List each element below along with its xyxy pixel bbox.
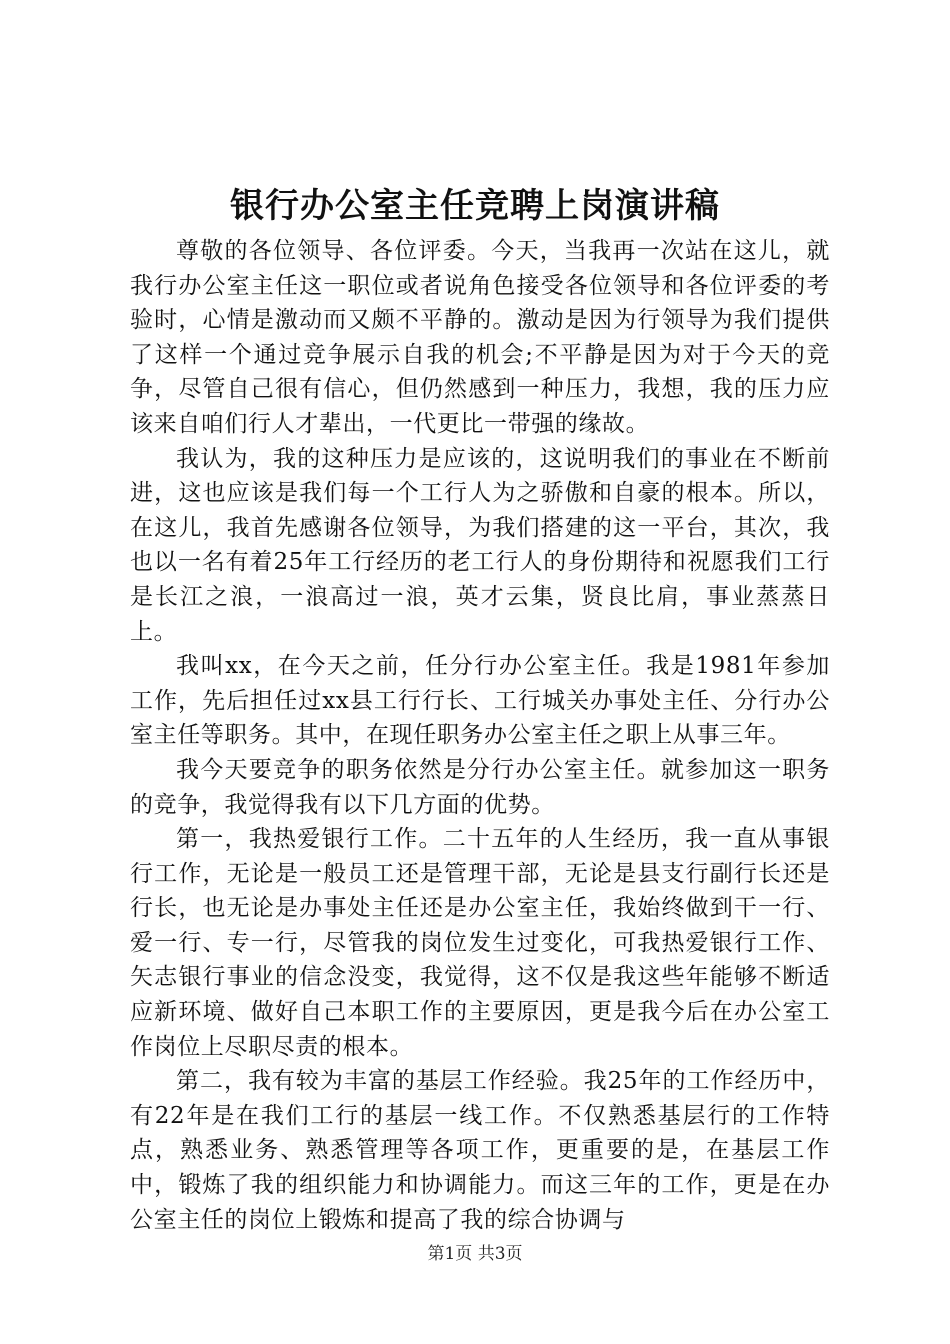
paragraph: 我认为，我的这种压力是应该的，这说明我们的事业在不断前进，这也应该是我们每一个工行人为之骄傲和自豪的根本。所以，在这儿，我首先感谢各位领导，为我们搭建的这一平台，其次，我也以一名有着25年工行经历的老工行人的身份期待和祝愿我们工行是长江之浪，一浪高过一浪，英才云集，贤良比肩，事业蒸蒸日上。 bbox=[130, 445, 830, 645]
paragraph: 第二，我有较为丰富的基层工作经验。我25年的工作经历中，有22年是在我们工行的基层一线工作。不仅熟悉基层行的工作特点，熟悉业务、熟悉管理等各项工作，更重要的是，在基层工作中，锻炼了我的组织能力和协调能力。而这三年的工作，更是在办公室主任的岗位上锻炼和提高了我的综合协调与 bbox=[130, 1068, 830, 1233]
document-title: 银行办公室主任竞聘上岗演讲稿 bbox=[230, 186, 720, 226]
paragraph: 第一，我热爱银行工作。二十五年的人生经历，我一直从事银行工作，无论是一般员工还是管理干部，无论是县支行副行长还是行长，也无论是办事处主任还是办公室主任，我始终做到干一行、爱一行、专一行，尽管我的岗位发生过变化，可我热爱银行工作、矢志银行事业的信念没变，我觉得，这不仅是我这些年能够不断适应新环境、做好自己本职工作的主要原因，更是我今后在办公室工作岗位上尽职尽责的根本。 bbox=[130, 826, 830, 1060]
paragraph: 尊敬的各位领导、各位评委。今天，当我再一次站在这儿，就我行办公室主任这一职位或者说角色接受各位领导和各位评委的考验时，心情是激动而又颇不平静的。激动是因为行领导为我们提供了这样一个通过竞争展示自我的机会;不平静是因为对于今天的竞争，尽管自己很有信心，但仍然感到一种压力，我想，我的压力应该来自咱们行人才辈出，一代更比一带强的缘故。 bbox=[130, 238, 830, 437]
paragraph: 我叫xx，在今天之前，任分行办公室主任。我是1981年参加工作，先后担任过xx县工行行长、工行城关办事处主任、分行办公室主任等职务。其中，在现任职务办公室主任之职上从事三年。 bbox=[130, 653, 830, 749]
document-body bbox=[130, 234, 830, 1237]
page-number-footer: 第1页 共3页 bbox=[427, 1244, 523, 1264]
paragraph: 我今天要竞争的职务依然是分行办公室主任。就参加这一职务的竞争，我觉得我有以下几方面的优势。 bbox=[130, 756, 830, 818]
